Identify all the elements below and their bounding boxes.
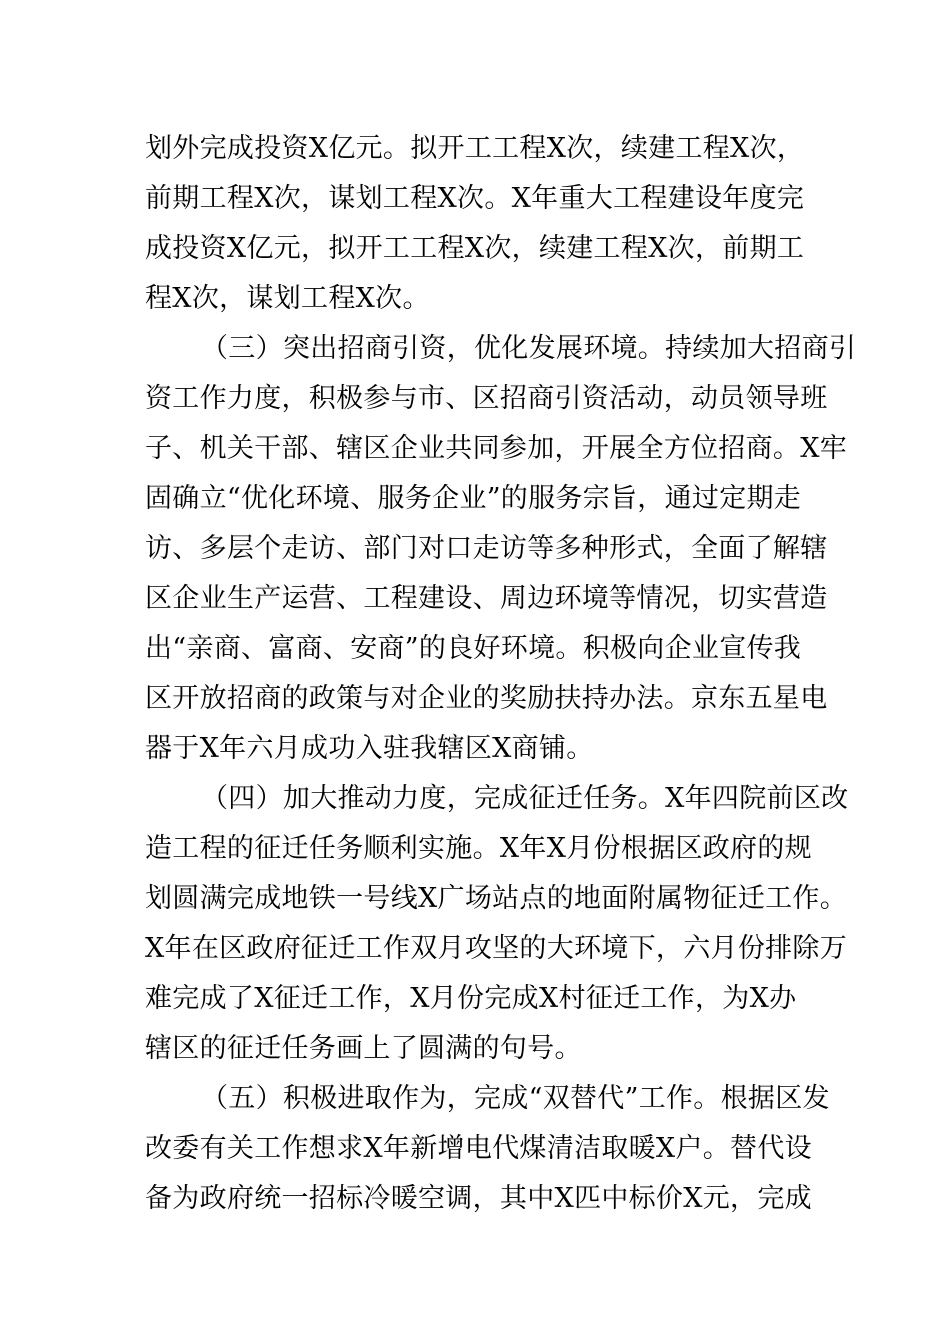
text-line-14: （四）加大推动力度，完成征迁任务。X年四院前区改 xyxy=(201,783,849,814)
text-line-22: 备为政府统一招标冷暖空调，其中X匹中标价X元，完成 xyxy=(145,1183,812,1214)
text-line-12: 区开放招商的政策与对企业的奖励扶持办法。京东五星电 xyxy=(145,683,828,714)
document-body xyxy=(145,124,857,1224)
text-line-1: 划外完成投资X亿元。拟开工工程X次，续建工程X次， xyxy=(145,133,805,164)
text-line-17: X年在区政府征迁工作双月攻坚的大环境下，六月份排除万 xyxy=(145,933,848,964)
text-line-2: 前期工程X次，谋划工程X次。X年重大工程建设年度完 xyxy=(145,183,805,214)
text-line-3: 成投资X亿元，拟开工工程X次，续建工程X次，前期工 xyxy=(145,233,805,264)
text-line-19: 辖区的征迁任务画上了圆满的句号。 xyxy=(145,1033,582,1064)
text-line-16: 划圆满完成地铁一号线X广场站点的地面附属物征迁工作。 xyxy=(145,883,848,914)
text-line-9: 访、多层个走访、部门对口走访等多种形式，全面了解辖 xyxy=(145,533,828,564)
text-line-11: 出“亲商、富商、安商”的良好环境。积极向企业宣传我 xyxy=(145,633,802,664)
text-line-6: 资工作力度，积极参与市、区招商引资活动，动员领导班 xyxy=(145,383,828,414)
text-line-7: 子、机关干部、辖区企业共同参加，开展全方位招商。X牢 xyxy=(145,433,848,464)
text-line-10: 区企业生产运营、工程建设、周边环境等情况，切实营造 xyxy=(145,583,828,614)
text-line-15: 造工程的征迁任务顺利实施。X年X月份根据区政府的规 xyxy=(145,833,812,864)
text-line-5: （三）突出招商引资，优化发展环境。持续加大招商引 xyxy=(201,333,857,364)
text-line-18: 难完成了X征迁工作，X月份完成X村征迁工作，为X办 xyxy=(145,983,797,1014)
text-line-21: 改委有关工作想求X年新增电代煤清洁取暖X户。替代设 xyxy=(145,1133,812,1164)
text-line-20: （五）积极进取作为，完成“双替代”工作。根据区发 xyxy=(201,1083,830,1114)
text-line-8: 固确立“优化环境、服务企业”的服务宗旨，通过定期走 xyxy=(145,483,802,514)
text-line-4: 程X次，谋划工程X次。 xyxy=(145,283,430,314)
text-line-13: 器于X年六月成功入驻我辖区X商铺。 xyxy=(145,733,594,764)
